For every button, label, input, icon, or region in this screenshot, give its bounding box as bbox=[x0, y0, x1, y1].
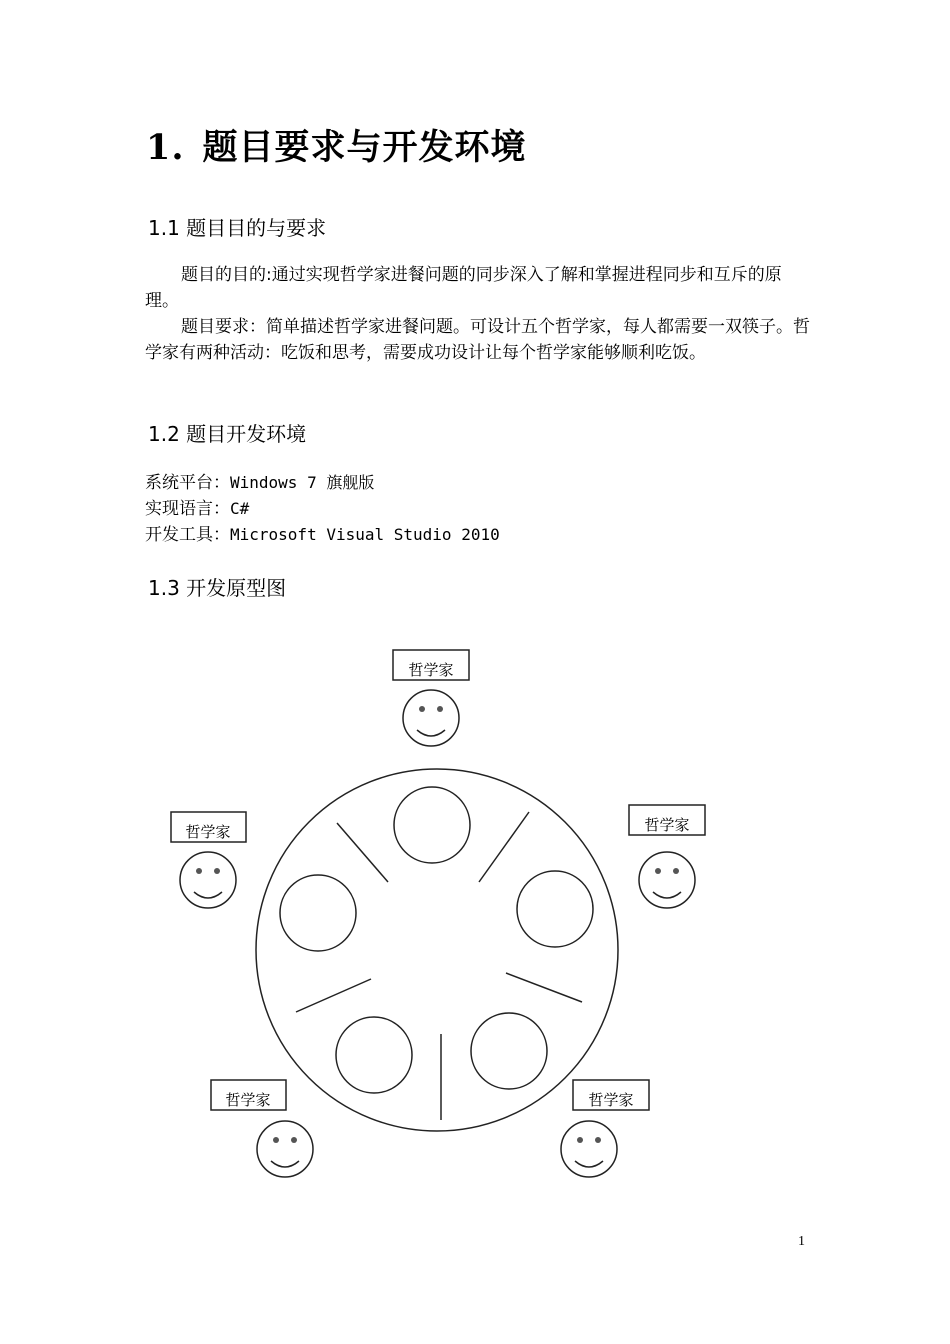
title-text: 题目要求与开发环境 bbox=[202, 128, 527, 168]
plate-bottom-left bbox=[336, 1017, 412, 1093]
language-value: C# bbox=[230, 499, 250, 518]
philosopher-label-left: 哲学家 bbox=[185, 823, 231, 841]
philosopher-label-right: 哲学家 bbox=[644, 816, 690, 834]
smiley-icon bbox=[403, 690, 459, 746]
platform-value: Windows 7 旗舰版 bbox=[230, 473, 375, 492]
language-label: 实现语言： bbox=[145, 499, 230, 519]
section-1-1-heading: 1.1 题目目的与要求 bbox=[148, 216, 327, 240]
section-1-3-heading: 1.3 开发原型图 bbox=[148, 576, 287, 600]
plate-bottom-right bbox=[471, 1013, 547, 1089]
title-number: 1. bbox=[146, 127, 185, 168]
chopstick-2 bbox=[479, 812, 529, 882]
requirement-paragraph: 题目要求：简单描述哲学家进餐问题。可设计五个哲学家，每人都需要一双筷子。哲学家有两种活动：吃饭和思考，需要成功设计让每个哲学家能够顺利吃饭。 bbox=[145, 317, 810, 363]
page-number: 1 bbox=[798, 1234, 805, 1249]
chopstick-1 bbox=[337, 823, 388, 882]
tool-label: 开发工具： bbox=[145, 525, 230, 545]
philosopher-label-bottom-left: 哲学家 bbox=[225, 1091, 271, 1109]
smiley-icon bbox=[639, 852, 695, 908]
platform-label: 系统平台： bbox=[145, 473, 230, 493]
chopstick-5 bbox=[296, 979, 371, 1012]
section-1-2-heading: 1.2 题目开发环境 bbox=[148, 422, 307, 446]
plate-right bbox=[517, 871, 593, 947]
smiley-icon bbox=[180, 852, 236, 908]
purpose-paragraph: 题目的目的:通过实现哲学家进餐问题的同步深入了解和掌握进程同步和互斥的原理。 bbox=[145, 265, 782, 311]
plate-top bbox=[394, 787, 470, 863]
chopstick-3 bbox=[506, 973, 582, 1002]
smiley-icon bbox=[561, 1121, 617, 1177]
smiley-icon bbox=[257, 1121, 313, 1177]
plate-left bbox=[280, 875, 356, 951]
philosopher-label-bottom-right: 哲学家 bbox=[588, 1091, 634, 1109]
tool-value: Microsoft Visual Studio 2010 bbox=[230, 525, 500, 544]
philosopher-label-top: 哲学家 bbox=[408, 661, 454, 679]
